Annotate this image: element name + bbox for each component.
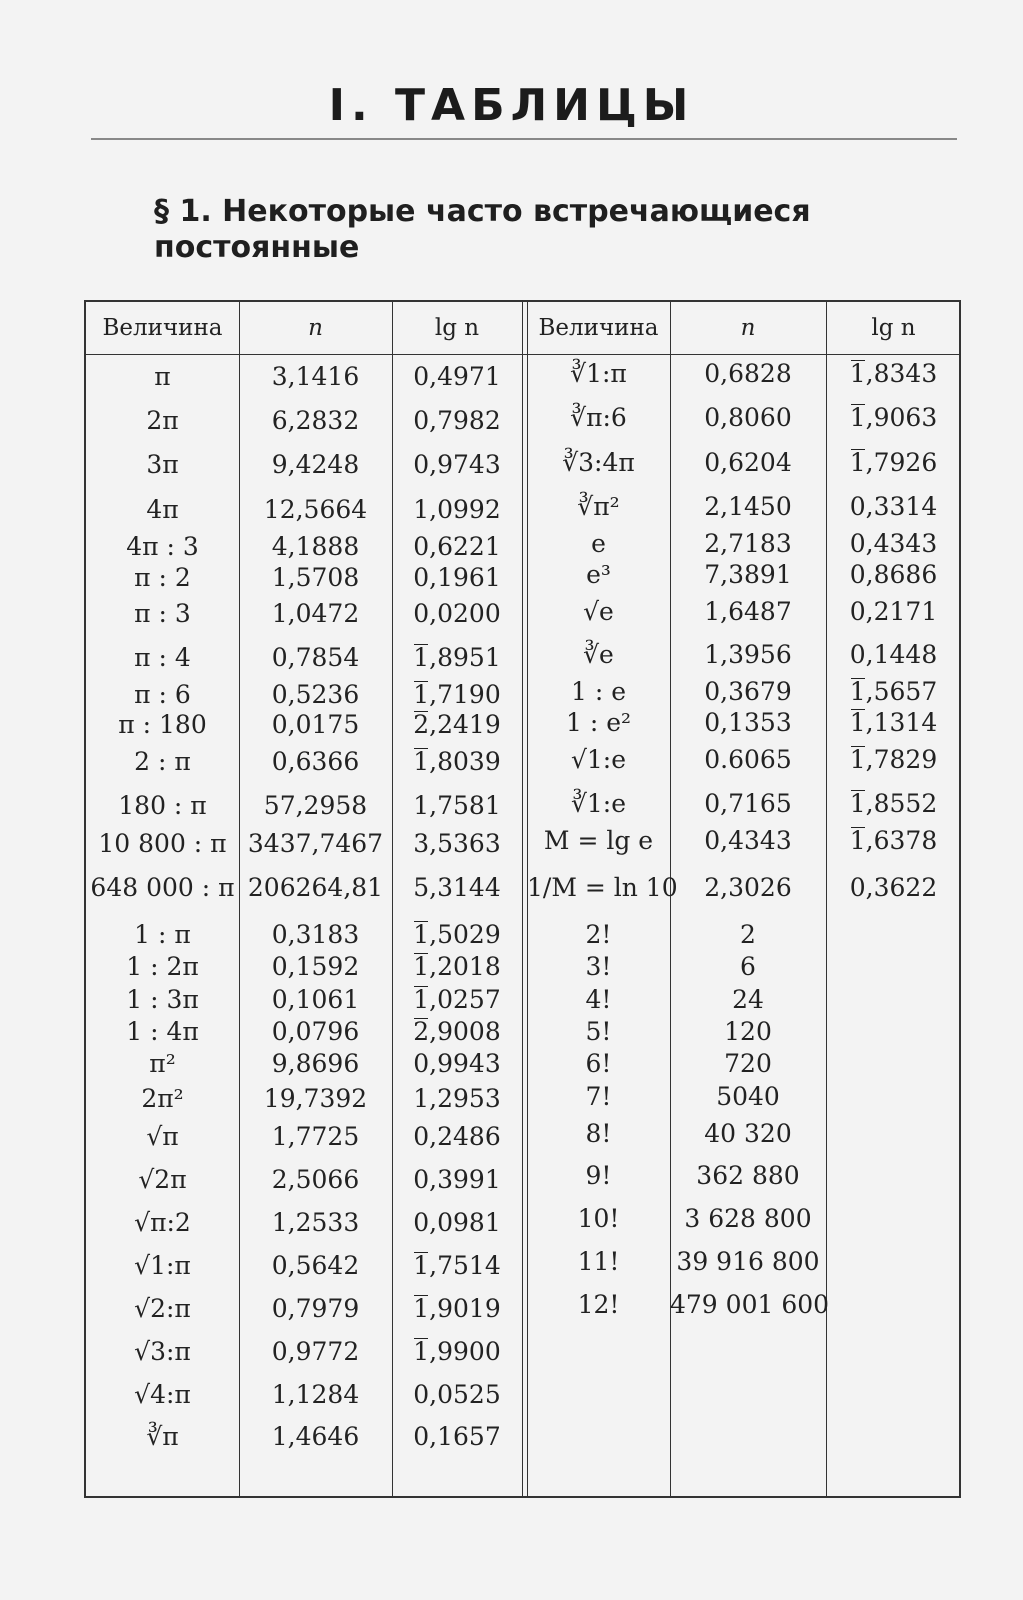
log-cell: 1,9063 bbox=[849, 403, 938, 432]
value-cell: 0,5642 bbox=[271, 1251, 360, 1280]
value-cell: 1,4646 bbox=[271, 1422, 360, 1451]
log-cell: 1,5029 bbox=[413, 920, 501, 949]
value-cell: 0,7979 bbox=[271, 1294, 360, 1323]
value-cell: 57,2958 bbox=[263, 791, 368, 820]
log-cell: 0,3314 bbox=[849, 492, 938, 521]
log-cell: 2,2419 bbox=[413, 710, 501, 739]
log-cell: 0,9743 bbox=[413, 450, 501, 479]
value-cell: 3 628 800 bbox=[684, 1204, 812, 1233]
log-cell: 2,9008 bbox=[413, 1017, 501, 1046]
value-cell: 1,7725 bbox=[271, 1122, 360, 1151]
value-cell: 1,2533 bbox=[271, 1208, 360, 1237]
quantity-cell: 4π : 3 bbox=[126, 532, 199, 561]
value-cell: 0,7854 bbox=[271, 643, 360, 672]
value-cell: 1,1284 bbox=[271, 1380, 360, 1409]
negative-characteristic-bar: 1 bbox=[849, 403, 866, 432]
log-cell: 0,1961 bbox=[413, 563, 501, 592]
quantity-cell: √1:e bbox=[570, 745, 627, 774]
header-n-left: n bbox=[308, 315, 323, 341]
log-cell: 1,7581 bbox=[413, 791, 501, 820]
negative-characteristic-bar: 1 bbox=[849, 359, 866, 388]
log-cell: 1,2953 bbox=[413, 1084, 501, 1113]
log-cell: 0,0981 bbox=[413, 1208, 501, 1237]
chapter-title: I. ТАБЛИЦЫ bbox=[328, 80, 695, 131]
quantity-cell: M = lg e bbox=[543, 826, 654, 855]
value-cell: 6,2832 bbox=[271, 406, 360, 435]
quantity-cell: ∛1:π bbox=[570, 359, 627, 388]
log-cell: 1,1314 bbox=[849, 708, 938, 737]
value-cell: 0,0175 bbox=[271, 710, 360, 739]
log-cell: 0,3991 bbox=[413, 1165, 501, 1194]
log-cell: 1,7190 bbox=[413, 680, 501, 709]
value-cell: 12,5664 bbox=[263, 495, 368, 524]
title-rule bbox=[91, 138, 957, 140]
quantity-cell: 4! bbox=[585, 985, 612, 1014]
value-cell: 0.6065 bbox=[704, 745, 792, 774]
negative-characteristic-bar: 1 bbox=[849, 448, 866, 477]
value-cell: 1,6487 bbox=[704, 597, 792, 626]
quantity-cell: 180 : π bbox=[118, 791, 207, 820]
log-cell: 1,8951 bbox=[413, 643, 501, 672]
negative-characteristic-bar: 2 bbox=[413, 1017, 430, 1046]
quantity-cell: 11! bbox=[577, 1247, 620, 1276]
negative-characteristic-bar: 1 bbox=[413, 952, 430, 981]
negative-characteristic-bar: 1 bbox=[849, 677, 866, 706]
section-title: § 1. Некоторые часто встречающиеся постоянные bbox=[154, 194, 811, 265]
value-cell: 362 880 bbox=[696, 1161, 800, 1190]
negative-characteristic-bar: 1 bbox=[849, 789, 866, 818]
quantity-cell: 1 : e² bbox=[565, 708, 632, 737]
quantity-cell: 8! bbox=[585, 1119, 612, 1148]
quantity-cell: 1 : 3π bbox=[126, 985, 199, 1014]
negative-characteristic-bar: 1 bbox=[849, 826, 866, 855]
log-cell: 0,2171 bbox=[849, 597, 938, 626]
value-cell: 0,6204 bbox=[704, 448, 792, 477]
quantity-cell: 1 : 4π bbox=[126, 1017, 199, 1046]
value-cell: 0,1061 bbox=[271, 985, 360, 1014]
log-cell: 0,4971 bbox=[413, 362, 501, 391]
header-lg-left: lg n bbox=[434, 315, 480, 341]
value-cell: 479 001 600 bbox=[670, 1290, 830, 1319]
value-cell: 7,3891 bbox=[704, 560, 792, 589]
quantity-cell: 3! bbox=[585, 952, 612, 981]
log-cell: 1,7926 bbox=[849, 448, 938, 477]
quantity-cell: 1 : π bbox=[134, 920, 191, 949]
quantity-cell: ∛3:4π bbox=[562, 448, 635, 477]
log-cell: 0,3622 bbox=[849, 873, 938, 902]
value-cell: 1,3956 bbox=[704, 640, 792, 669]
negative-characteristic-bar: 1 bbox=[413, 680, 430, 709]
log-cell: 5,3144 bbox=[413, 873, 501, 902]
negative-characteristic-bar: 1 bbox=[413, 1294, 430, 1323]
value-cell: 4,1888 bbox=[271, 532, 360, 561]
quantity-cell: 1 : e bbox=[570, 677, 627, 706]
quantity-cell: √2:π bbox=[134, 1294, 191, 1323]
value-cell: 2,7183 bbox=[704, 529, 792, 558]
value-cell: 9,4248 bbox=[271, 450, 360, 479]
value-cell: 120 bbox=[724, 1017, 772, 1046]
log-cell: 0,2486 bbox=[413, 1122, 501, 1151]
quantity-cell: 4π bbox=[146, 495, 179, 524]
constants-table bbox=[84, 300, 961, 1498]
log-cell: 1,9019 bbox=[413, 1294, 501, 1323]
value-cell: 2 bbox=[740, 920, 756, 949]
value-cell: 0,5236 bbox=[271, 680, 360, 709]
quantity-cell: 2π² bbox=[141, 1084, 184, 1113]
value-cell: 1,0472 bbox=[271, 599, 360, 628]
quantity-cell: 5! bbox=[585, 1017, 612, 1046]
quantity-cell: ∛π² bbox=[577, 492, 620, 521]
log-cell: 1,8343 bbox=[849, 359, 938, 388]
negative-characteristic-bar: 1 bbox=[413, 1337, 430, 1366]
negative-characteristic-bar: 1 bbox=[413, 920, 430, 949]
quantity-cell: e³ bbox=[586, 560, 611, 589]
quantity-cell: 648 000 : π bbox=[90, 873, 235, 902]
quantity-cell: ∛π bbox=[146, 1422, 179, 1451]
log-cell: 1,0257 bbox=[413, 985, 501, 1014]
header-quantity-left: Величина bbox=[102, 315, 223, 341]
log-cell: 1,0992 bbox=[413, 495, 501, 524]
value-cell: 6 bbox=[740, 952, 756, 981]
value-cell: 40 320 bbox=[704, 1119, 792, 1148]
log-cell: 0,4343 bbox=[849, 529, 938, 558]
quantity-cell: ∛1:e bbox=[570, 789, 627, 818]
log-cell: 0,0200 bbox=[413, 599, 501, 628]
log-cell: 1,7514 bbox=[413, 1251, 501, 1280]
value-cell: 5040 bbox=[716, 1082, 780, 1111]
value-cell: 2,3026 bbox=[704, 873, 792, 902]
log-cell: 0,8686 bbox=[849, 560, 938, 589]
quantity-cell: 1/M = ln 10 bbox=[527, 873, 678, 902]
log-cell: 1,8039 bbox=[413, 747, 501, 776]
value-cell: 0,0796 bbox=[271, 1017, 360, 1046]
negative-characteristic-bar: 1 bbox=[413, 643, 430, 672]
quantity-cell: 7! bbox=[585, 1082, 612, 1111]
log-cell: 1,6378 bbox=[849, 826, 938, 855]
quantity-cell: π : 2 bbox=[134, 563, 191, 592]
value-cell: 720 bbox=[724, 1049, 772, 1078]
quantity-cell: π : 6 bbox=[134, 680, 191, 709]
value-cell: 0,6828 bbox=[704, 359, 792, 388]
value-cell: 9,8696 bbox=[271, 1049, 360, 1078]
quantity-cell: 2 : π bbox=[134, 747, 191, 776]
quantity-cell: 3π bbox=[146, 450, 179, 479]
log-cell: 3,5363 bbox=[413, 829, 501, 858]
log-cell: 1,7829 bbox=[849, 745, 938, 774]
value-cell: 3,1416 bbox=[271, 362, 360, 391]
log-cell: 1,5657 bbox=[849, 677, 938, 706]
log-cell: 1,9900 bbox=[413, 1337, 501, 1366]
log-cell: 0,7982 bbox=[413, 406, 501, 435]
log-cell: 1,8552 bbox=[849, 789, 938, 818]
quantity-cell: 2! bbox=[585, 920, 612, 949]
negative-characteristic-bar: 1 bbox=[413, 985, 430, 1014]
quantity-cell: 6! bbox=[585, 1049, 612, 1078]
negative-characteristic-bar: 1 bbox=[849, 708, 866, 737]
quantity-cell: π : 180 bbox=[118, 710, 207, 739]
header-n-right: n bbox=[740, 315, 756, 341]
value-cell: 2,5066 bbox=[271, 1165, 360, 1194]
quantity-cell: π : 3 bbox=[134, 599, 191, 628]
quantity-cell: e bbox=[591, 529, 606, 558]
value-cell: 0,8060 bbox=[704, 403, 792, 432]
quantity-cell: 10! bbox=[577, 1204, 620, 1233]
table-double-divider bbox=[522, 302, 523, 1496]
value-cell: 0,7165 bbox=[704, 789, 792, 818]
negative-characteristic-bar: 1 bbox=[849, 745, 866, 774]
value-cell: 206264,81 bbox=[247, 873, 384, 902]
value-cell: 19,7392 bbox=[263, 1084, 368, 1113]
header-quantity-right: Величина bbox=[538, 315, 659, 341]
value-cell: 0,9772 bbox=[271, 1337, 360, 1366]
value-cell: 24 bbox=[732, 985, 764, 1014]
quantity-cell: 9! bbox=[585, 1161, 612, 1190]
value-cell: 0,6366 bbox=[271, 747, 360, 776]
quantity-cell: 10 800 : π bbox=[98, 829, 227, 858]
quantity-cell: 12! bbox=[577, 1290, 620, 1319]
log-cell: 0,0525 bbox=[413, 1380, 501, 1409]
quantity-cell: √π bbox=[146, 1122, 179, 1151]
quantity-cell: 2π bbox=[146, 406, 179, 435]
log-cell: 0,6221 bbox=[413, 532, 501, 561]
value-cell: 39 916 800 bbox=[676, 1247, 820, 1276]
quantity-cell: π bbox=[154, 362, 171, 391]
log-cell: 0,1657 bbox=[413, 1422, 501, 1451]
quantity-cell: √e bbox=[583, 597, 614, 626]
value-cell: 2,1450 bbox=[704, 492, 792, 521]
quantity-cell: π² bbox=[149, 1049, 176, 1078]
value-cell: 3437,7467 bbox=[247, 829, 384, 858]
value-cell: 0,3679 bbox=[704, 677, 792, 706]
value-cell: 0,1592 bbox=[271, 952, 360, 981]
value-cell: 1,5708 bbox=[271, 563, 360, 592]
negative-characteristic-bar: 1 bbox=[413, 747, 430, 776]
log-cell: 0,9943 bbox=[413, 1049, 501, 1078]
quantity-cell: √2π bbox=[138, 1165, 187, 1194]
quantity-cell: √π:2 bbox=[134, 1208, 191, 1237]
value-cell: 0,4343 bbox=[704, 826, 792, 855]
quantity-cell: 1 : 2π bbox=[126, 952, 199, 981]
quantity-cell: √4:π bbox=[134, 1380, 191, 1409]
value-cell: 0,3183 bbox=[271, 920, 360, 949]
log-cell: 0,1448 bbox=[849, 640, 938, 669]
quantity-cell: ∛e bbox=[583, 640, 614, 669]
quantity-cell: √3:π bbox=[134, 1337, 191, 1366]
header-divider bbox=[86, 354, 959, 355]
log-cell: 1,2018 bbox=[413, 952, 501, 981]
negative-characteristic-bar: 1 bbox=[413, 1251, 430, 1280]
quantity-cell: ∛π:6 bbox=[570, 403, 627, 432]
value-cell: 0,1353 bbox=[704, 708, 792, 737]
quantity-cell: π : 4 bbox=[134, 643, 191, 672]
header-lg-right: lg n bbox=[871, 315, 916, 341]
negative-characteristic-bar: 2 bbox=[413, 710, 430, 739]
quantity-cell: √1:π bbox=[134, 1251, 191, 1280]
